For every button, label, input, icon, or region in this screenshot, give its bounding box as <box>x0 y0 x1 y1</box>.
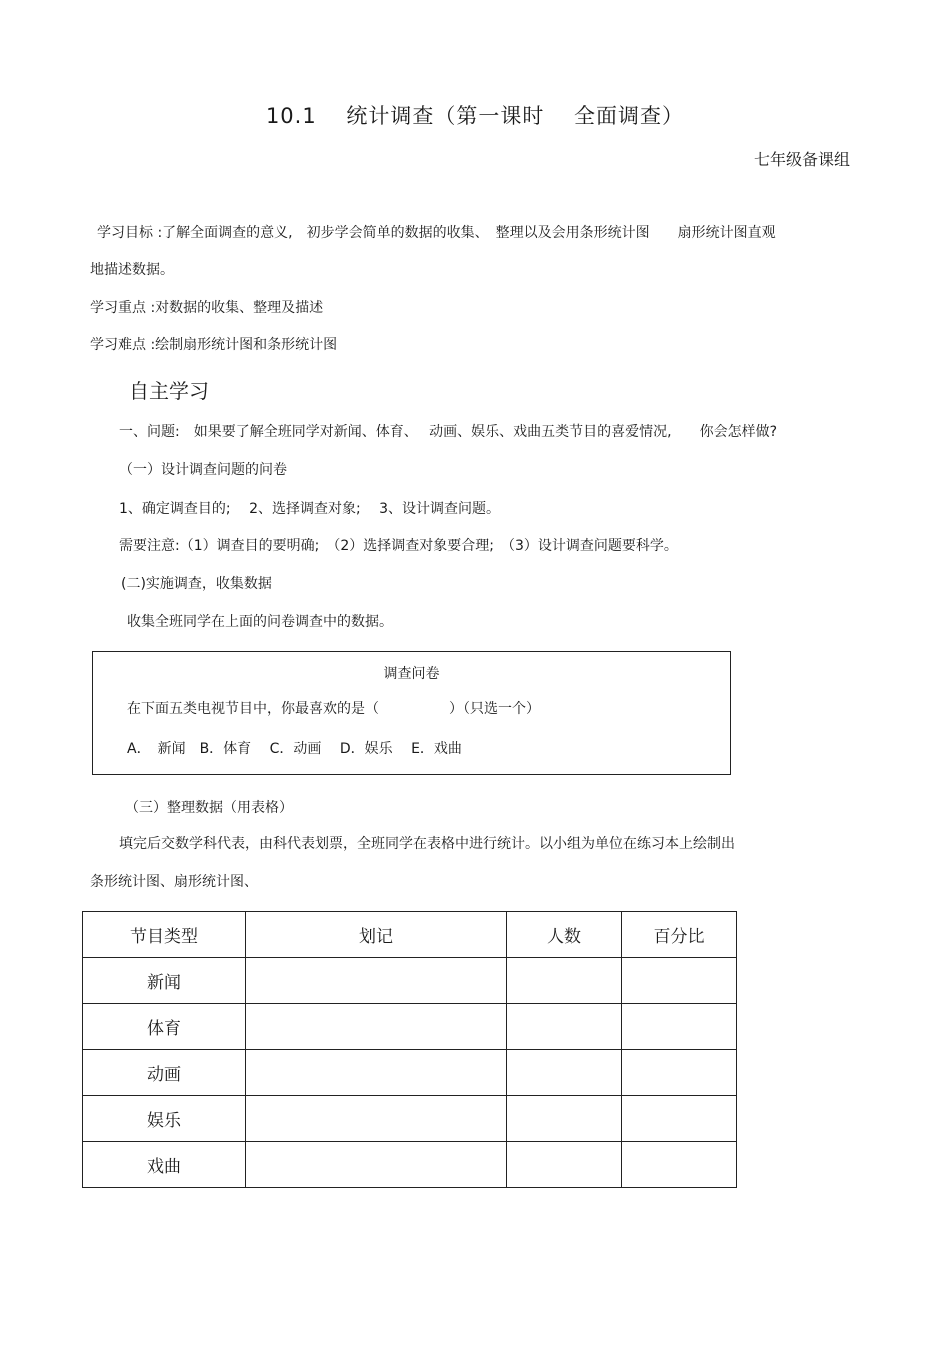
step1-items: 1、确定调查目的; 2、选择调查对象; 3、设计调查问题。 <box>119 501 501 517</box>
difficulty: 学习难点 :绘制扇形统计图和条形统计图 <box>90 337 338 353</box>
count-cell[interactable] <box>507 1004 622 1050</box>
tally-cell[interactable] <box>246 1050 507 1096</box>
count-cell[interactable] <box>507 958 622 1004</box>
table-header-row <box>83 912 737 958</box>
row-label-animation: 动画 <box>83 1050 246 1096</box>
step1-title: （一）设计调查问题的问卷 <box>119 462 287 478</box>
step3-line1: 填完后交数学科代表，由科代表划票，全班同学在表格中进行统计。以小组为单位在练习本上绘制出 <box>119 836 735 852</box>
row-label-sports: 体育 <box>83 1004 246 1050</box>
row-label-entertainment: 娱乐 <box>83 1096 246 1142</box>
percent-cell[interactable] <box>622 958 737 1004</box>
header-tally: 划记 <box>246 912 507 958</box>
page-title: 10.1 统计调查（第一课时 全面调查） <box>265 104 685 128</box>
tally-cell[interactable] <box>246 958 507 1004</box>
author-group: 七年级备课组 <box>753 150 850 169</box>
count-cell[interactable] <box>507 1142 622 1188</box>
step3-line2: 条形统计图、扇形统计图、 <box>90 874 258 890</box>
questionnaire-options: A． 新闻 B．体育 C．动画 D．娱乐 E．戏曲 <box>127 741 462 757</box>
tally-cell[interactable] <box>246 1004 507 1050</box>
step3-title: （三）整理数据（用表格） <box>125 800 293 816</box>
questionnaire-box <box>92 651 731 775</box>
row-label-news: 新闻 <box>83 958 246 1004</box>
table-row <box>83 1096 737 1142</box>
learning-goal-line1: 学习目标 :了解全面调查的意义, 初步学会简单的数据的收集、 整理以及会用条形统计图 扇形统计图直观 <box>97 225 776 241</box>
table-row <box>83 1050 737 1096</box>
section-heading: 自主学习 <box>129 379 209 403</box>
header-program-type: 节目类型 <box>83 912 246 958</box>
row-label-opera: 戏曲 <box>83 1142 246 1188</box>
key-point: 学习重点 :对数据的收集、整理及描述 <box>90 300 324 316</box>
questionnaire-question: 在下面五类电视节目中，你最喜欢的是（ ）（只选一个） <box>127 701 540 717</box>
count-cell[interactable] <box>507 1096 622 1142</box>
percent-cell[interactable] <box>622 1050 737 1096</box>
count-cell[interactable] <box>507 1050 622 1096</box>
step2-text: 收集全班同学在上面的问卷调查中的数据。 <box>127 614 393 630</box>
tally-table <box>82 911 737 1188</box>
step1-notes: 需要注意:（1）调查目的要明确; （2）选择调查对象要合理; （3）设计调查问题要科学。 <box>119 538 678 554</box>
question-text: 一、问题: 如果要了解全班同学对新闻、体育、 动画、娱乐、戏曲五类节目的喜爱情况, 你会怎样做? <box>119 424 778 440</box>
table-row <box>83 1004 737 1050</box>
percent-cell[interactable] <box>622 1096 737 1142</box>
percent-cell[interactable] <box>622 1004 737 1050</box>
tally-cell[interactable] <box>246 1096 507 1142</box>
header-count: 人数 <box>507 912 622 958</box>
percent-cell[interactable] <box>622 1142 737 1188</box>
step2-title: (二)实施调查，收集数据 <box>121 576 272 592</box>
questionnaire-caption: 调查问卷 <box>383 666 440 682</box>
tally-cell[interactable] <box>246 1142 507 1188</box>
table-row <box>83 958 737 1004</box>
learning-goal-line2: 地描述数据。 <box>90 262 174 278</box>
header-percent: 百分比 <box>622 912 737 958</box>
table-row <box>83 1142 737 1188</box>
